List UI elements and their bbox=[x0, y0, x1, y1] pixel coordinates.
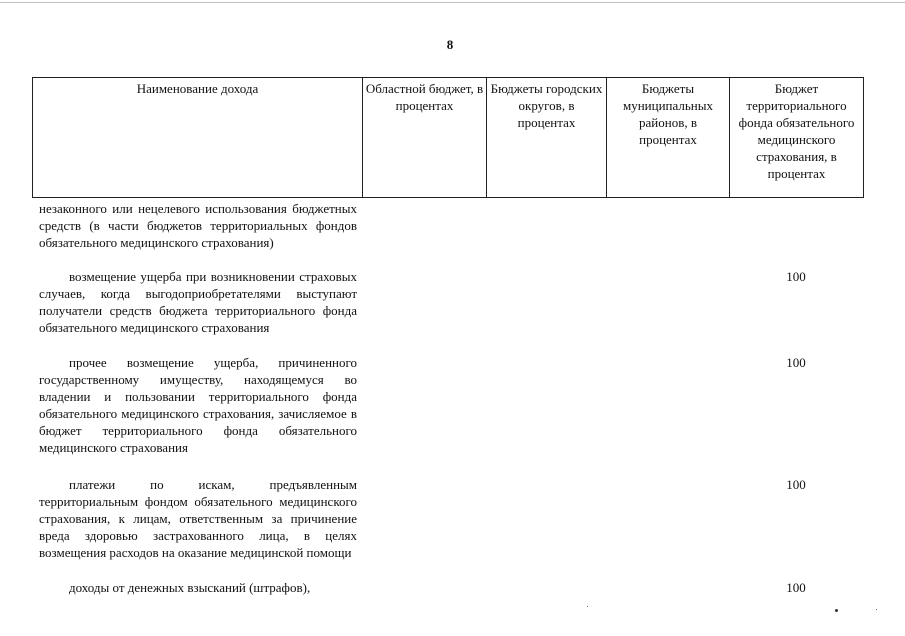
header-regional-budget: Областной бюджет, в процентах bbox=[363, 78, 487, 198]
tfoms-percent-cell: 100 bbox=[786, 269, 806, 284]
header-income-name: Наименование дохода bbox=[33, 78, 363, 198]
header-row bbox=[33, 78, 864, 198]
scan-speck bbox=[835, 609, 838, 612]
header-city-district-budgets: Бюджеты городских округов, в процентах bbox=[487, 78, 607, 198]
income-name-cell: возмещение ущерба при возникновении страховых случаев, когда выгодоприобретателями выступают получатели средств бюджета территориального фонда обязательного медицинского страхования bbox=[39, 269, 357, 335]
scan-edge-line bbox=[0, 2, 905, 3]
income-name-cell: платежи по искам, предъявленным территориальным фондом обязательного медицинского страхования, к лицам, ответственным за причинение вреда здоровью застрахованного лица, в целях возмещения расходов на оказание медицинской помощи bbox=[39, 477, 357, 560]
income-table-header bbox=[32, 77, 864, 198]
income-name-cell: незаконного или нецелевого использования бюджетных средств (в части бюджетов территориальных фондов обязательного медицинского страхования) bbox=[39, 201, 357, 250]
page-number: 8 bbox=[446, 37, 454, 52]
scan-speck bbox=[587, 606, 588, 607]
tfoms-percent-cell: 100 bbox=[786, 355, 806, 370]
scan-speck bbox=[876, 609, 877, 610]
income-name-cell: прочее возмещение ущерба, причиненного государственному имуществу, находящемуся во владении и пользовании территориального фонда обязательного медицинского страхования, зачисляемое в бюджет территориального фонда обязательного медицинского страхования bbox=[39, 355, 357, 455]
header-municipal-district-budgets: Бюджеты муниципальных районов, в процентах bbox=[607, 78, 730, 198]
tfoms-percent-cell: 100 bbox=[786, 477, 806, 492]
tfoms-percent-cell: 100 bbox=[786, 580, 806, 595]
header-tfoms-budget: Бюджет территориального фонда обязательного медицинского страхования, в процентах bbox=[730, 78, 864, 198]
income-name-cell: доходы от денежных взысканий (штрафов), bbox=[69, 580, 311, 595]
